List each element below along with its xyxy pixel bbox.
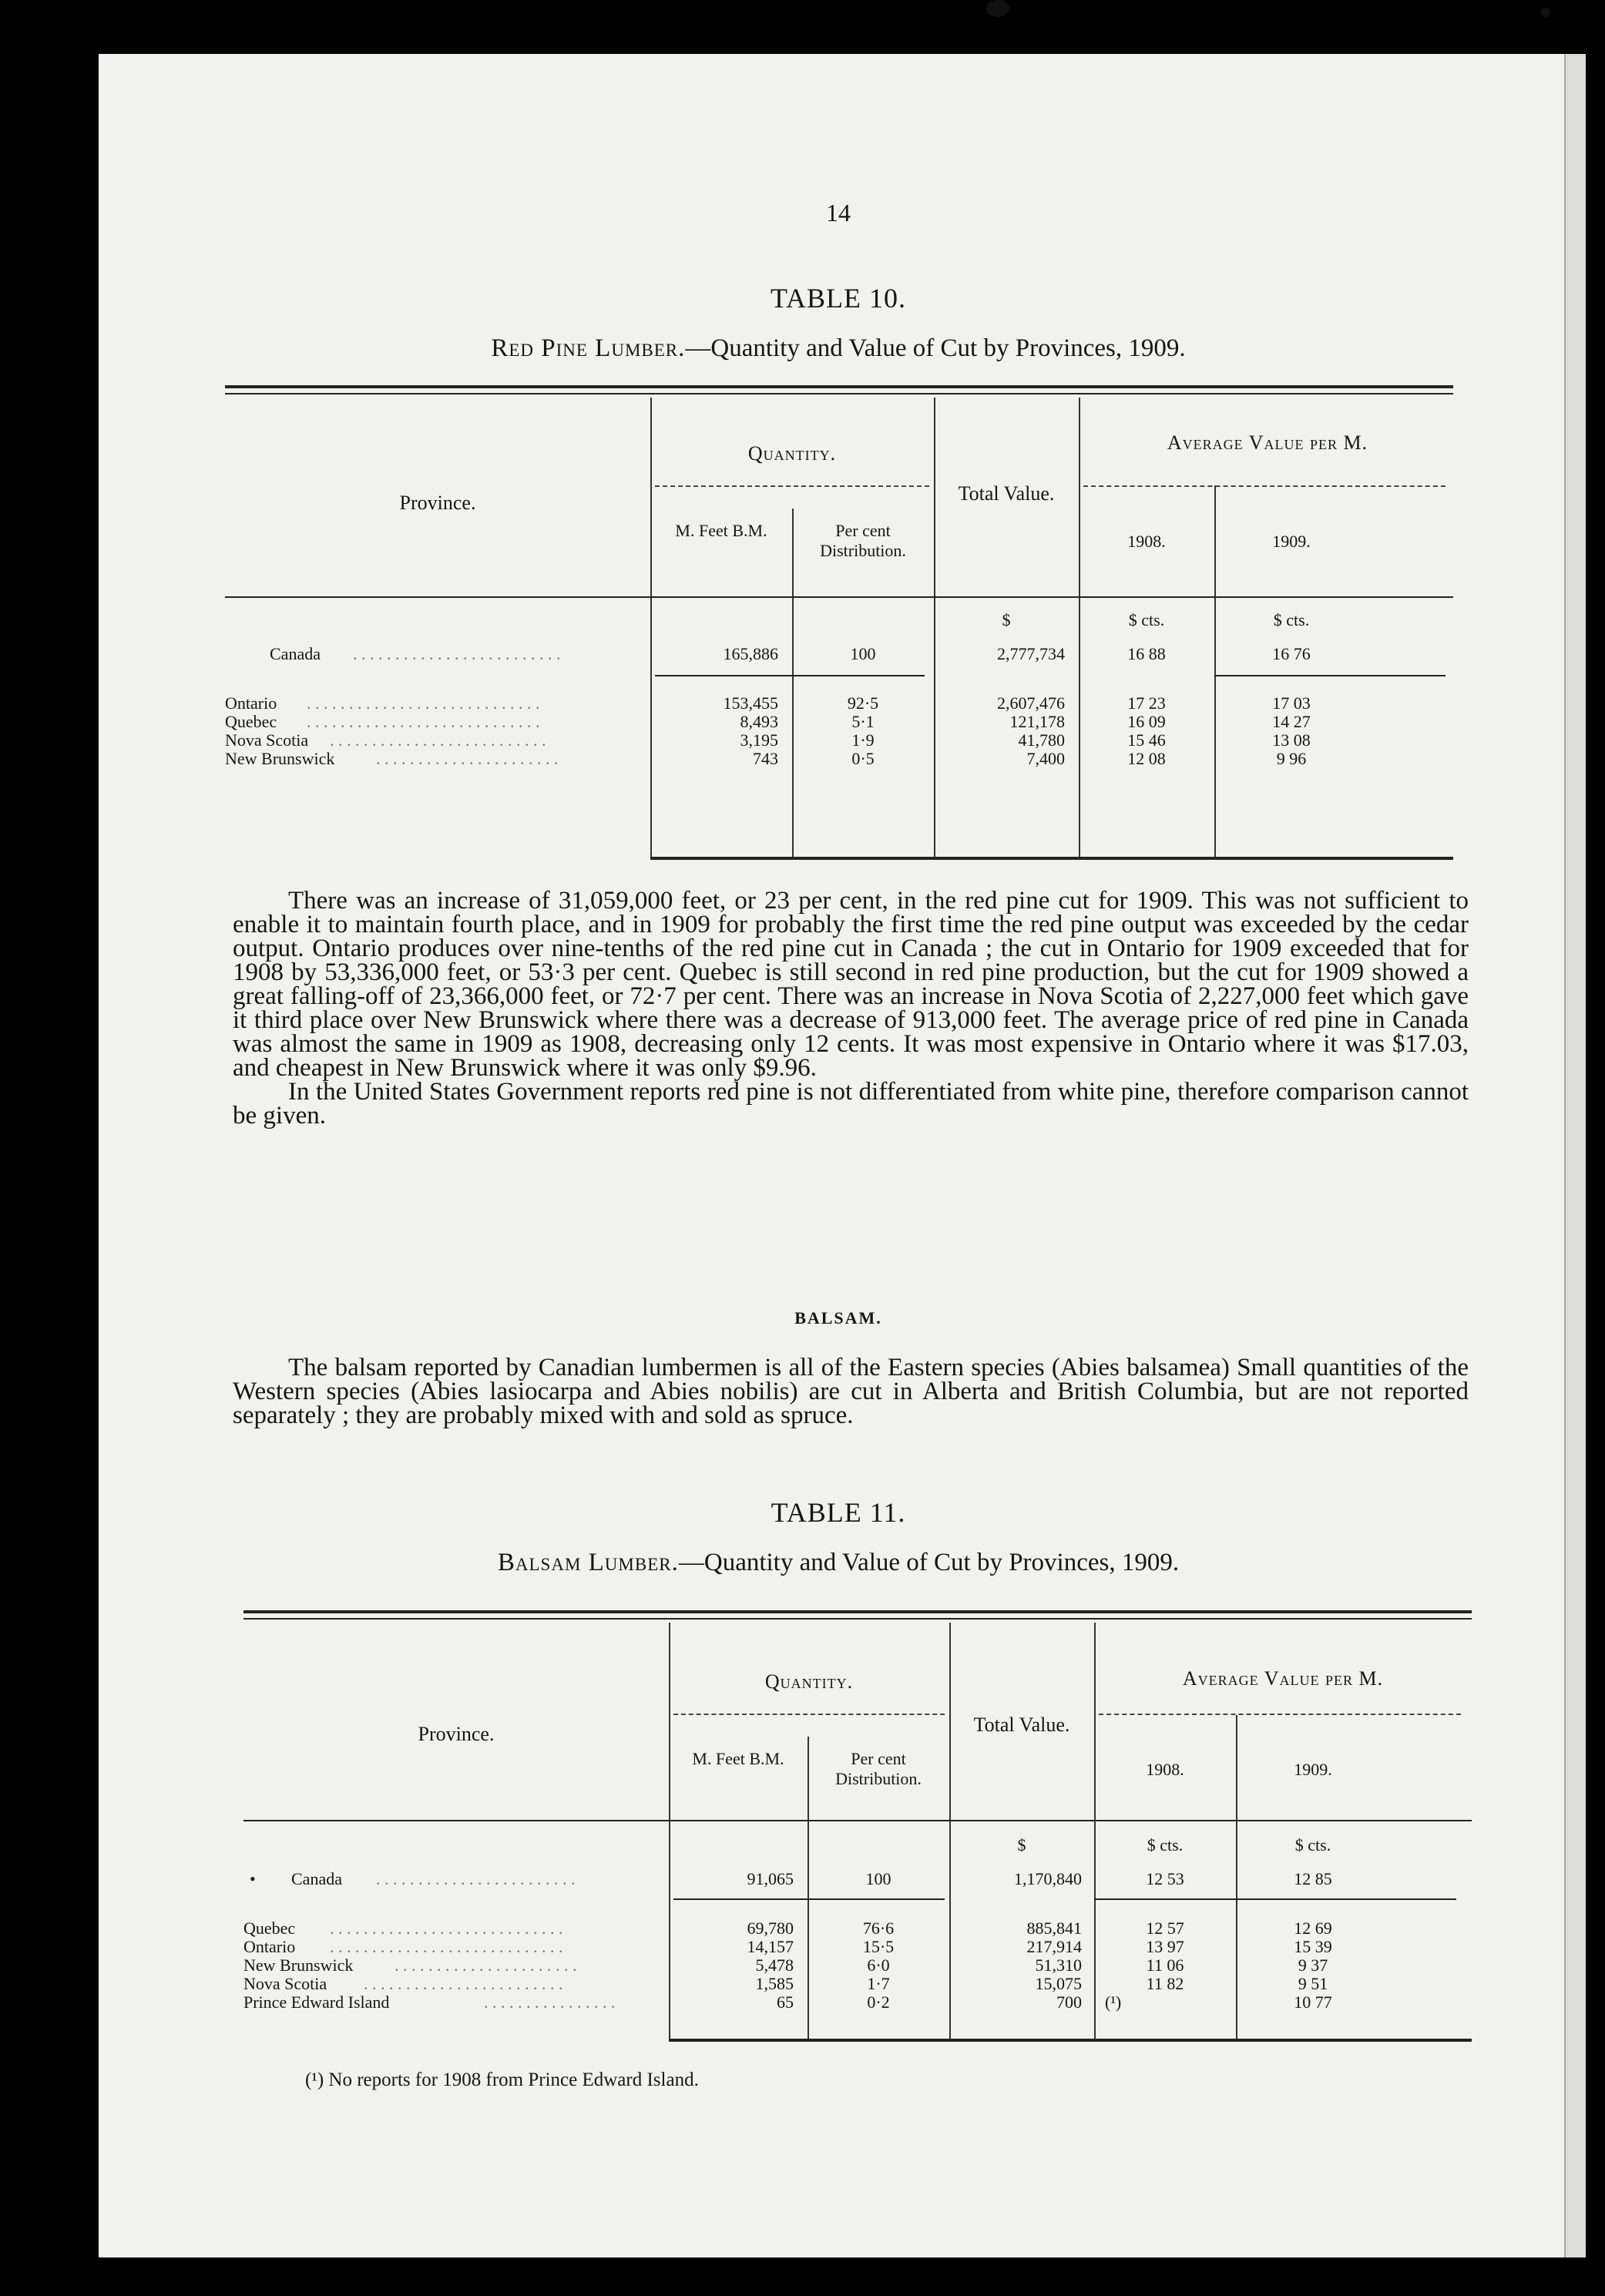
balsam-commentary <box>233 1356 1469 1428</box>
mfeet-value: 5,478 <box>755 1955 794 1975</box>
leader-dots: . . . . . . . . . . . . . . . . . . . . . . . . . . <box>330 730 546 750</box>
value-1909: 14 27 <box>1272 712 1311 731</box>
table10-subtotal-rule <box>1214 675 1446 676</box>
percent-value: 92·5 <box>847 693 879 713</box>
table11-header-1908: 1908. <box>1146 1760 1184 1779</box>
red-pine-commentary <box>233 889 1469 1128</box>
table10-header-percent: Per cent Distribution. <box>820 521 906 560</box>
mfeet-value: 743 <box>753 749 778 768</box>
value-1909: 9 96 <box>1276 749 1307 768</box>
province-name: New Brunswick <box>243 1955 354 1975</box>
table10-caption-rest: —Quantity and Value of Cut by Provinces, 1909. <box>685 334 1186 362</box>
table10-header-mfeet: M. Feet B.M. <box>675 521 767 540</box>
bullet-icon: • <box>250 1869 256 1888</box>
total-value: 121,178 <box>1009 712 1065 731</box>
table11-bottom-rule <box>669 2039 1472 2042</box>
province-name: Canada <box>291 1869 342 1888</box>
value-1909: 12 85 <box>1294 1869 1332 1888</box>
value-1908: 11 82 <box>1146 1974 1184 1993</box>
percent-value: 6·0 <box>867 1955 890 1975</box>
value-1909: 9 37 <box>1298 1955 1328 1975</box>
value-1909: 15 39 <box>1294 1937 1332 1956</box>
leader-dots: . . . . . . . . . . . . . . . . . . . . . . . . . . . . <box>330 1918 563 1938</box>
table10-header-rule <box>225 596 1453 598</box>
total-value: 41,780 <box>1018 730 1065 750</box>
value-1909: 10 77 <box>1294 1992 1332 2012</box>
section-heading-balsam: BALSAM. <box>794 1308 882 1328</box>
table10-header-divider <box>1083 485 1446 487</box>
value-1908: 12 57 <box>1146 1918 1184 1938</box>
value-1908: 16 09 <box>1127 712 1166 731</box>
table11-header-divider <box>673 1714 945 1715</box>
table10-header-quantity: Quantity. <box>747 442 837 465</box>
leader-dots: . . . . . . . . . . . . . . . . . . . . . . . . . <box>353 644 561 663</box>
province-name: Nova Scotia <box>225 730 309 750</box>
leader-dots: . . . . . . . . . . . . . . . . . . . . . . <box>376 749 559 768</box>
total-value: 1,170,840 <box>1014 1869 1082 1888</box>
total-value: 217,914 <box>1026 1937 1082 1956</box>
value-1909: 9 51 <box>1298 1974 1328 1993</box>
mfeet-value: 8,493 <box>740 712 778 731</box>
leader-dots: . . . . . . . . . . . . . . . . <box>484 1992 616 2012</box>
percent-value: 5·1 <box>851 712 875 731</box>
value-1908: 17 23 <box>1127 693 1166 713</box>
table11-header-mfeet: M. Feet B.M. <box>692 1749 784 1768</box>
percent-value: 1·7 <box>867 1974 890 1993</box>
table10-header-avg-value: Average Value per M. <box>1167 431 1368 454</box>
value-1909: 16 76 <box>1272 644 1311 663</box>
leader-dots: . . . . . . . . . . . . . . . . . . . . . . . . <box>364 1974 563 1993</box>
percent-value: 1·9 <box>851 730 875 750</box>
document-page <box>99 54 1586 2257</box>
value-1909: 13 08 <box>1272 730 1311 750</box>
value-1908: 11 06 <box>1146 1955 1184 1975</box>
table11-subtotal-rule <box>1094 1898 1456 1900</box>
table11-subtotal-rule <box>673 1898 945 1900</box>
leader-dots: . . . . . . . . . . . . . . . . . . . . . . . . <box>376 1869 576 1888</box>
table10-top-rule <box>225 385 1453 388</box>
percent-value: 0·2 <box>867 1992 890 2012</box>
table10-subtotal-rule <box>655 675 925 676</box>
total-value: 15,075 <box>1035 1974 1082 1993</box>
total-value: 2,777,734 <box>997 644 1065 663</box>
total-value: 2,607,476 <box>997 693 1065 713</box>
table11-unit-1909: $ cts. <box>1294 1835 1331 1855</box>
leader-dots: . . . . . . . . . . . . . . . . . . . . . . <box>395 1955 577 1975</box>
percent-value: 15·5 <box>862 1937 895 1956</box>
table11-top-rule-2 <box>243 1618 1472 1620</box>
table11-caption <box>99 1549 1578 1577</box>
table10-top-rule-2 <box>225 393 1453 394</box>
leader-dots: . . . . . . . . . . . . . . . . . . . . . . . . . . . . <box>307 712 540 731</box>
table11-top-rule <box>243 1610 1472 1613</box>
table10-header-province: Province. <box>399 492 476 514</box>
total-value: 51,310 <box>1035 1955 1082 1975</box>
scan-blemish <box>1541 8 1550 17</box>
paragraph: In the United States Government reports red pine is not differentiated from white pine, therefore comparison cannot be given. <box>233 1078 1469 1130</box>
page-number: 14 <box>826 199 851 227</box>
province-name: Ontario <box>225 693 277 713</box>
table11-title: TABLE 11. <box>771 1497 906 1528</box>
scan-blemish <box>986 0 1009 17</box>
table10-caption-lead: Red Pine Lumber. <box>491 334 686 362</box>
paragraph: The balsam reported by Canadian lumbermen is all of the Eastern species (Abies balsamea) Small quantities of the Western species (Abies lasiocarpa and Abies nobilis) are cut in Alberta and British Columbia, but are not reported separately ; they are probably mixed with and sold as spruce. <box>233 1354 1469 1429</box>
table11-header-1909: 1909. <box>1294 1760 1332 1779</box>
table10-title: TABLE 10. <box>770 283 907 314</box>
table11-header-rule <box>243 1820 1472 1821</box>
leader-dots: . . . . . . . . . . . . . . . . . . . . . . . . . . . . <box>330 1937 563 1956</box>
table11-header-avg-value: Average Value per M. <box>1182 1667 1384 1690</box>
province-name: Prince Edward Island <box>243 1992 390 2012</box>
province-name: Quebec <box>243 1918 296 1938</box>
table10-header-total-value: Total Value. <box>958 482 1055 505</box>
value-1908: 12 53 <box>1146 1869 1184 1888</box>
table11-unit-total: $ <box>1017 1835 1026 1855</box>
value-1908: (¹) <box>1105 1992 1122 2012</box>
mfeet-value: 1,585 <box>755 1974 794 1993</box>
mfeet-value: 165,886 <box>723 644 778 663</box>
mfeet-value: 153,455 <box>723 693 778 713</box>
table11-footnote: (¹) No reports for 1908 from Prince Edward Island. <box>305 2069 699 2090</box>
table10-col-divider <box>650 398 652 858</box>
percent-value: 0·5 <box>851 749 875 768</box>
table10-unit-1908: $ cts. <box>1128 610 1165 629</box>
province-name: Ontario <box>243 1937 296 1956</box>
table11-caption-lead: Balsam Lumber. <box>497 1549 679 1576</box>
percent-value: 100 <box>850 644 876 663</box>
percent-value: 100 <box>865 1869 891 1888</box>
mfeet-value: 65 <box>777 1992 794 2012</box>
mfeet-value: 91,065 <box>747 1869 794 1888</box>
table10-col-divider <box>792 509 794 858</box>
paragraph: There was an increase of 31,059,000 feet, or 23 per cent, in the red pine cut for 1909. This was not sufficient to enable it to maintain fourth place, and in 1909 for probably the first time the red pine output was exceeded by the cedar output. Ontario produces over nine-tenths of the red pine cut in Canada ; the cut in Ontario for 1909 exceeded that for 1908 by 53,336,000 feet, or 53·3 per cent. Quebec is still second in red pine production, but the cut for 1909 showed a great falling-off of 23,366,000 feet, or 72·7 per cent. There was an increase in Nova Scotia of 2,227,000 feet which gave it third place over New Brunswick where there was a decrease of 913,000 feet. The average price of red pine in Canada was almost the same in 1909 as 1908, decreasing only 12 cents. It was most expensive in Ontario where it was $17.03, and cheapest in New Brunswick where it was only $9.96. <box>233 887 1469 1082</box>
table11-header-total-value: Total Value. <box>973 1714 1070 1736</box>
table10-bottom-rule <box>650 857 1453 860</box>
total-value: 885,841 <box>1026 1918 1082 1938</box>
value-1909: 12 69 <box>1294 1918 1332 1938</box>
value-1908: 12 08 <box>1127 749 1166 768</box>
province-name: Nova Scotia <box>243 1974 327 1993</box>
value-1909: 17 03 <box>1272 693 1311 713</box>
leader-dots: . . . . . . . . . . . . . . . . . . . . . . . . . . . . <box>307 693 540 713</box>
table11-header-province: Province. <box>418 1723 495 1745</box>
province-name: New Brunswick <box>225 749 335 768</box>
table10-header-1908: 1908. <box>1127 532 1166 551</box>
total-value: 7,400 <box>1026 749 1065 768</box>
table10-unit-total: $ <box>1002 610 1011 629</box>
value-1908: 16 88 <box>1127 644 1166 663</box>
mfeet-value: 14,157 <box>747 1937 794 1956</box>
table11-header-percent: Per cent Distribution. <box>835 1749 922 1788</box>
mfeet-value: 69,780 <box>747 1918 794 1938</box>
table11-caption-rest: —Quantity and Value of Cut by Provinces, 1909. <box>678 1549 1180 1576</box>
table10-unit-1909: $ cts. <box>1273 610 1310 629</box>
province-name: Quebec <box>225 712 277 731</box>
province-name: Canada <box>270 644 321 663</box>
mfeet-value: 3,195 <box>740 730 778 750</box>
table10-header-divider <box>655 485 929 487</box>
value-1908: 15 46 <box>1127 730 1166 750</box>
value-1908: 13 97 <box>1146 1937 1184 1956</box>
table10-caption <box>99 334 1578 363</box>
table11-unit-1908: $ cts. <box>1147 1835 1184 1855</box>
total-value: 700 <box>1056 1992 1082 2012</box>
table11-header-quantity: Quantity. <box>764 1670 854 1693</box>
table11-header-divider <box>1099 1714 1461 1715</box>
percent-value: 76·6 <box>862 1918 895 1938</box>
table10-header-1909: 1909. <box>1272 532 1311 551</box>
